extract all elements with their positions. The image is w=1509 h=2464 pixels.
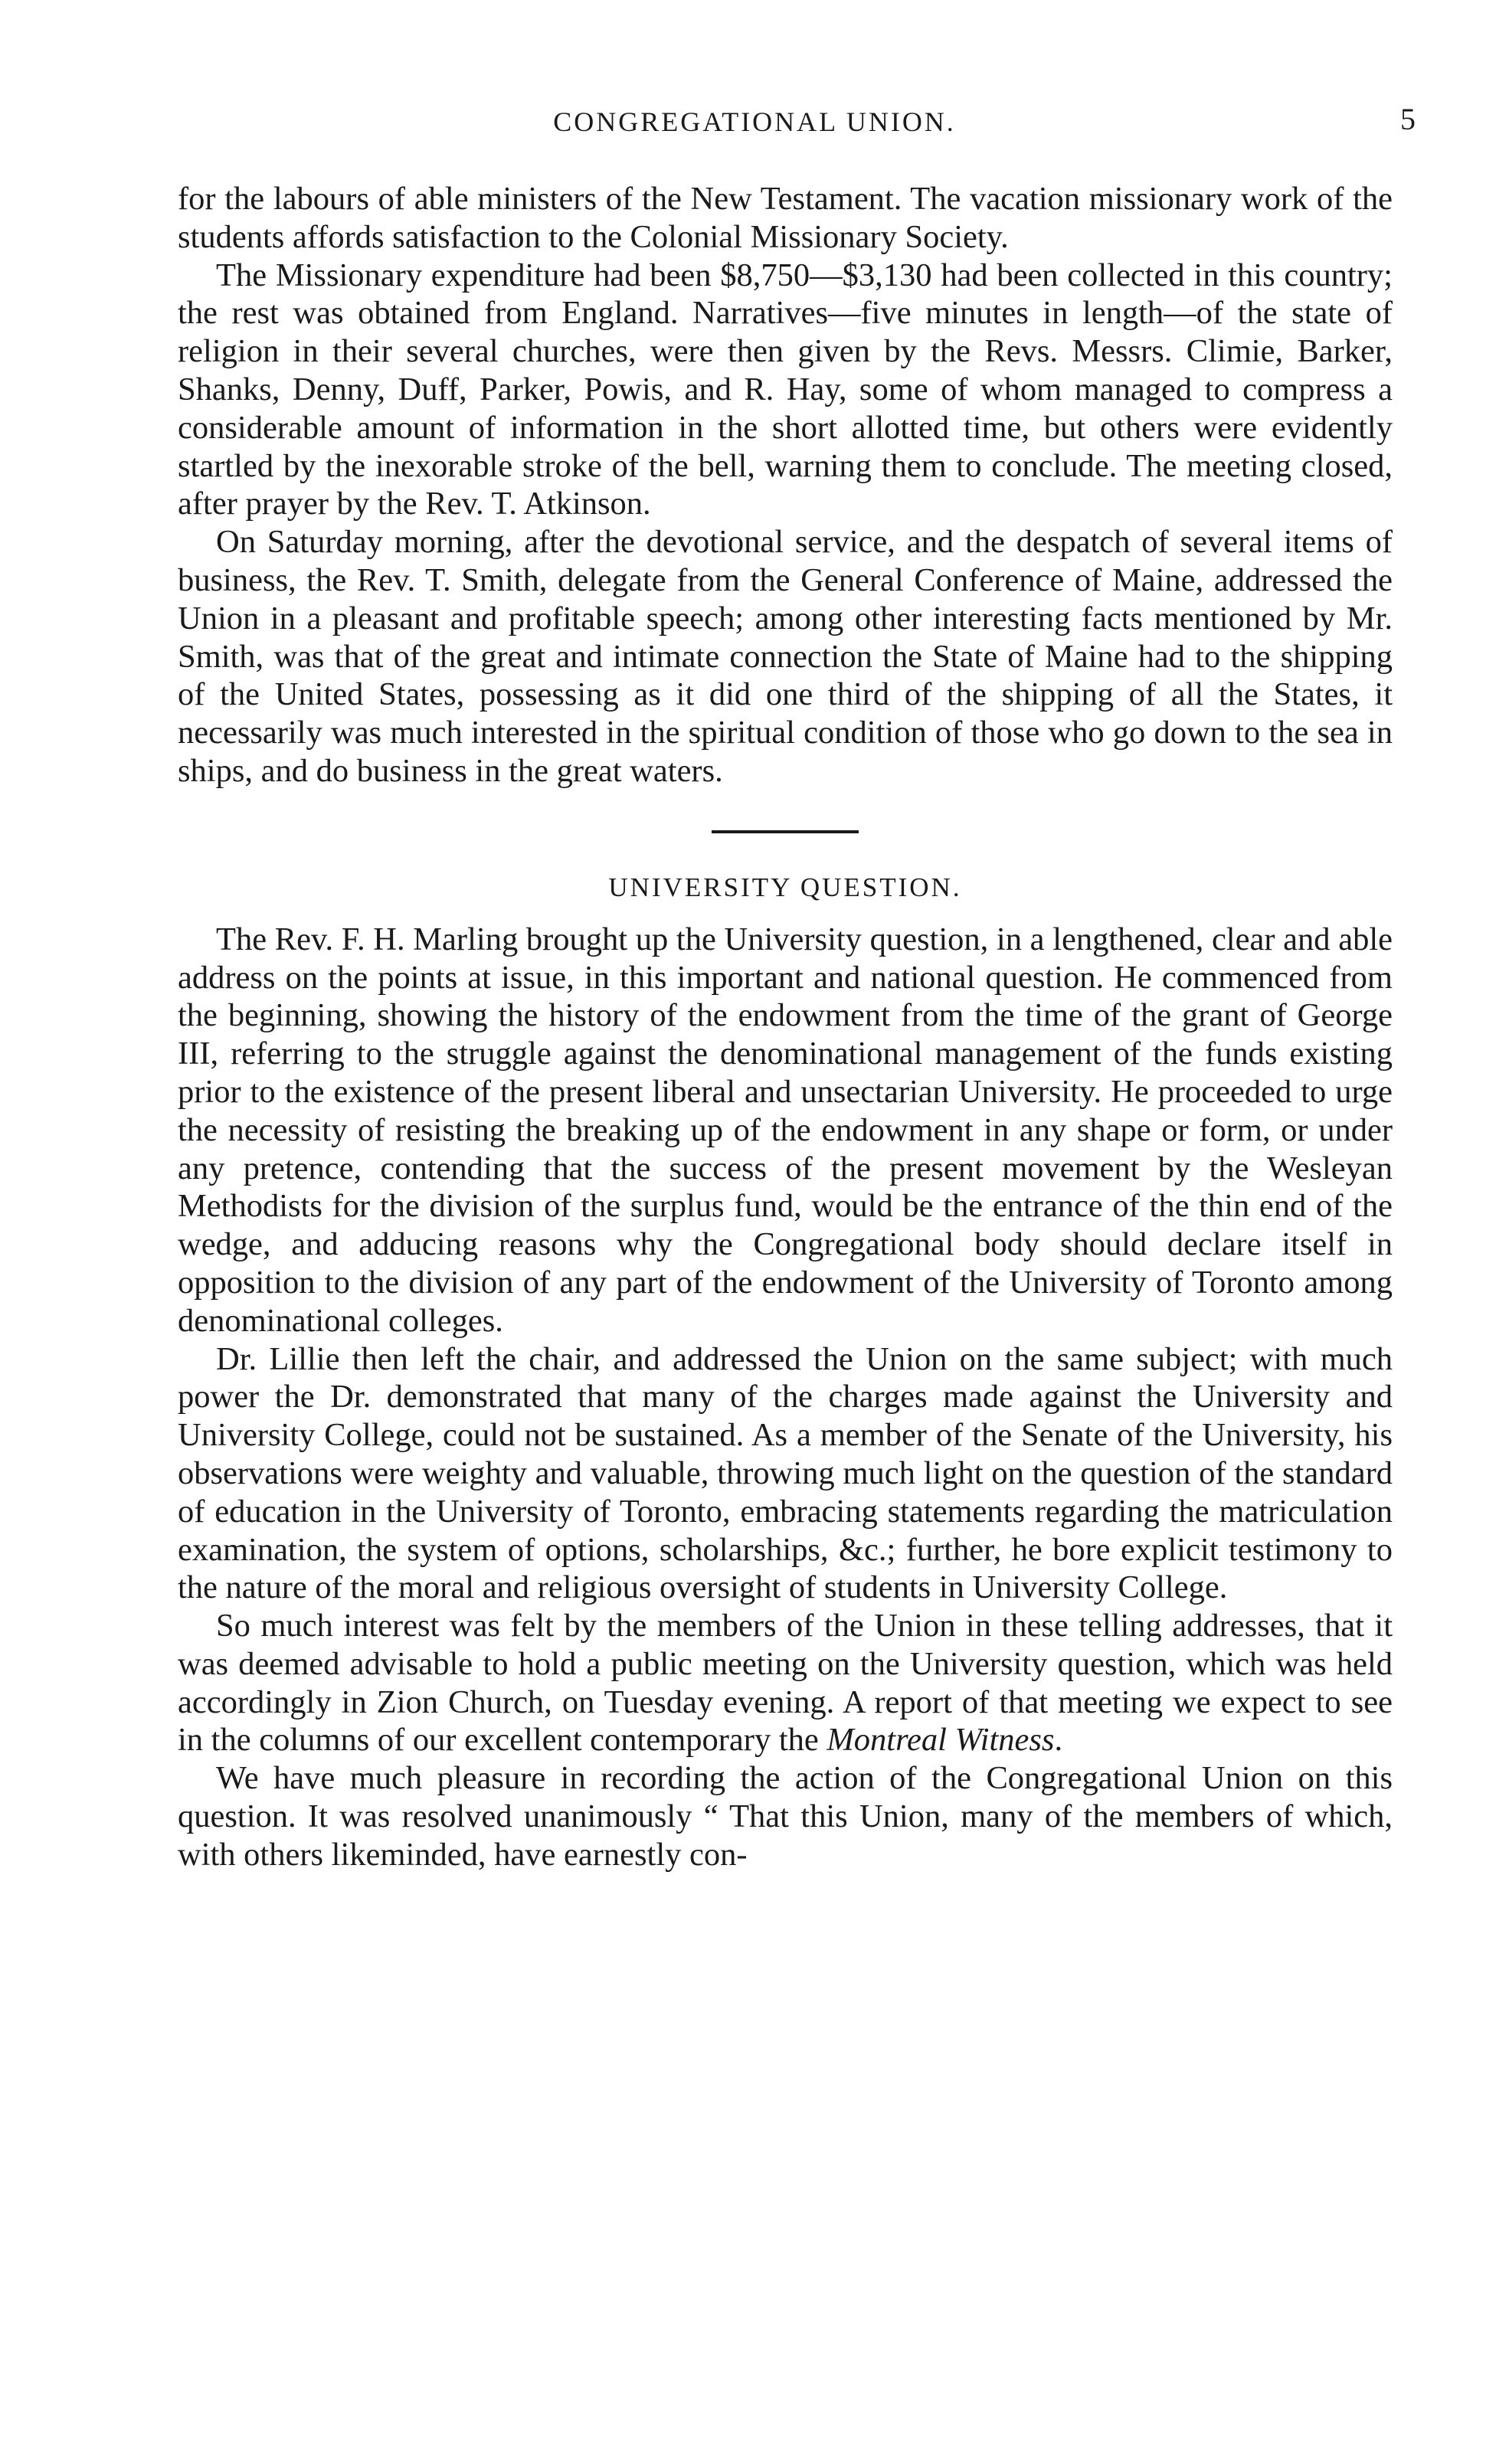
paragraph-marling-address: The Rev. F. H. Marling brought up the University question, in a lengthened, clear and able address on the points at issue, in this important and national question. He commenced from the beginning, showing the history of the endowment from the time of the grant of George III, referring to the struggle against the denominational management of the funds existing prior to the existence of the present liberal and unsectarian University. He proceeded to urge the necessity of resisting the breaking up of the endowment in any shape or form, or under any pretence, contending that the success of the present movement by the Wesleyan Methodists for the division of the surplus fund, would be the entrance of the thin end of the wedge, and adducing reasons why the Congregational body should declare itself in opposition to the division of any part of the endowment of the University of Toronto among denominational colleges. [178,921,1393,1339]
paragraph-continuation: for the labours of able ministers of the New Testament. The vacation missionary work of the students affords satisfaction to the Colonial Missionary Society. [178,181,1393,255]
paragraph-missionary-expenditure: The Missionary expenditure had been $8,750—$3,130 had been collected in this country; the rest was obtained from England. Narratives—five minutes in length—of the state of religion in their several churches, were then given by the Revs. Messrs. Climie, Barker, Shanks, Denny, Duff, Parker, Powis, and R. Hay, some of whom managed to compress a considerable amount of information in the short allotted time, but others were evidently startled by the inexorable stroke of the bell, warning them to conclude. The meeting closed, after prayer by the Rev. T. Atkinson. [178,257,1393,522]
public-meeting-text: So much interest was felt by the members of the Union in these telling addresses, that it was deemed advisable to hold a public meeting on the University question, which was held accordingly in Zion Church, on Tuesday evening. A report of that meeting we expect to see in the columns of our excellent contemporary the [178,1608,1393,1759]
page-number: 5 [1400,102,1416,136]
body-text [178,180,1393,1874]
paragraph-resolution: We have much pleasure in recording the action of the Congregational Union on this question. It was resolved unanimously “ That this Union, many of the members of which, with others likeminded, have earnestly con- [178,1760,1393,1873]
newspaper-title: Montreal Witness [827,1722,1055,1759]
section-divider [712,830,859,833]
section-heading: UNIVERSITY QUESTION. [608,872,962,902]
paragraph-saturday-morning: On Saturday morning, after the devotional service, and the despatch of several items of business, the Rev. T. Smith, delegate from the General Conference of Maine, addressed the Union in a pleasant and profitable speech; among other interesting facts mentioned by Mr. Smith, was that of the great and intimate connection the State of Maine had to the shipping of the United States, possessing as it did one third of the shipping of all the States, it necessarily was much interested in the spiritual condition of those who go down to the sea in ships, and do business in the great waters. [178,524,1393,789]
paragraph-lillie-address: Dr. Lillie then left the chair, and addressed the Union on the same subject; with much power the Dr. demonstrated that many of the charges made against the University and University College, could not be sustained. As a member of the Senate of the University, his observations were weighty and valuable, throwing much light on the question of the standard of education in the University of Toronto, embracing statements regarding the matriculation examination, the system of options, scholarships, &c.; further, he bore explicit testimony to the nature of the moral and religious oversight of students in University College. [178,1340,1393,1606]
public-meeting-end: . [1054,1722,1063,1759]
paragraph-public-meeting [178,1607,1393,1759]
running-title: CONGREGATIONAL UNION. [553,106,956,137]
running-head [0,102,1509,152]
